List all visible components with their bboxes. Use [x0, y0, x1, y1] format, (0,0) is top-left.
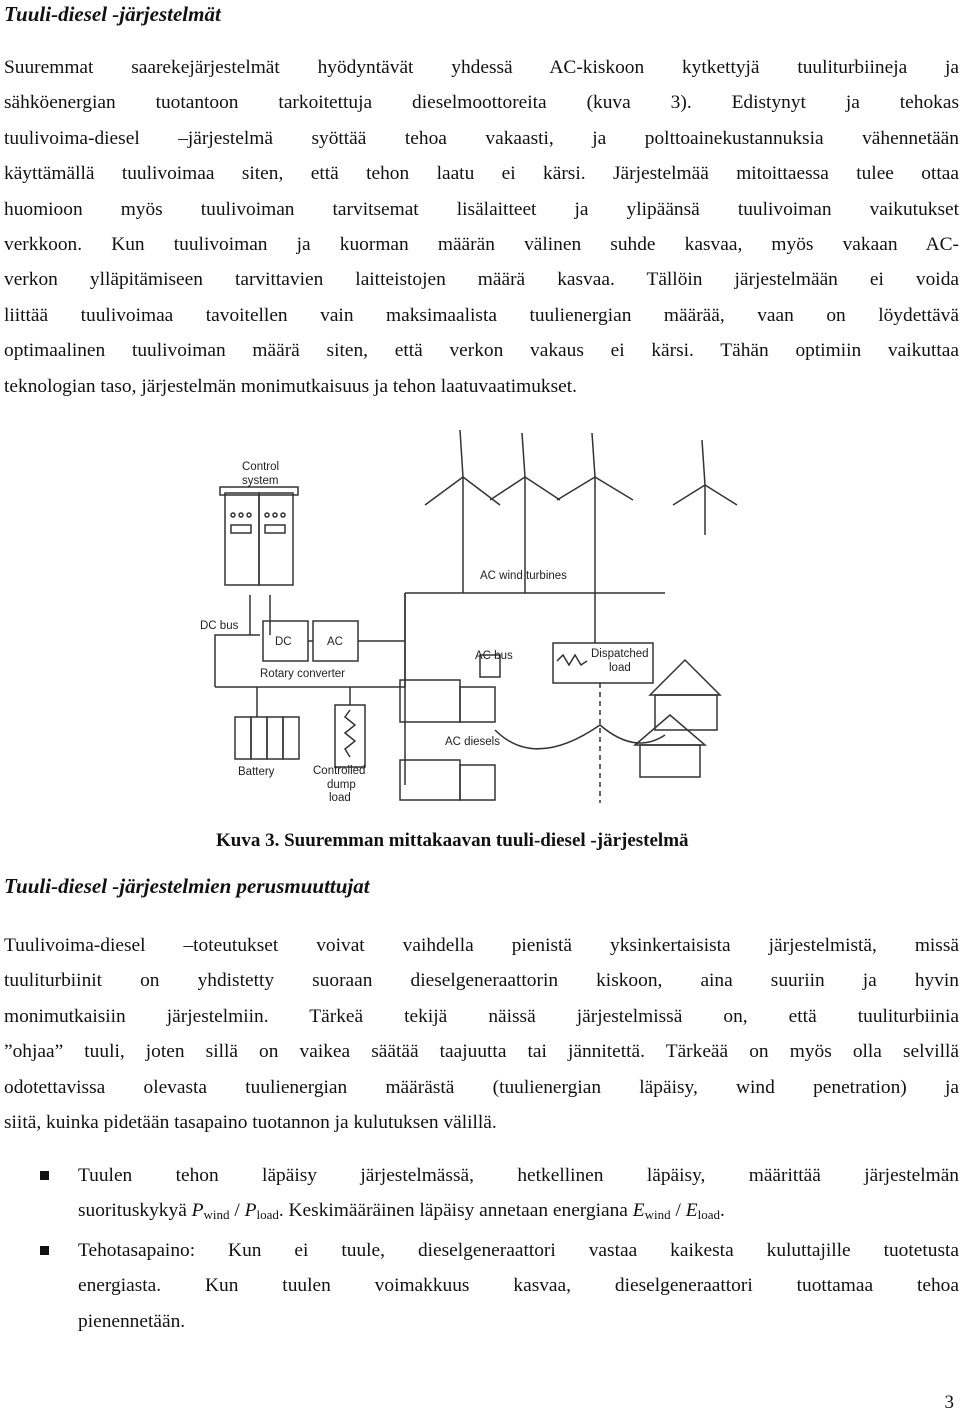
- paragraph-line: huomioon myös tuulivoiman tarvitsemat lisälaitteet ja ylipäänsä tuulivoiman vaikutukset: [4, 198, 959, 220]
- label-ac-bus: AC bus: [475, 650, 513, 662]
- bullet-line: Tuulen tehon läpäisy järjestelmässä, hetkellinen läpäisy, määrittää järjestelmän: [78, 1165, 959, 1186]
- paragraph-line: liittää tuulivoimaa tavoitellen vain maksimaalista tuulienergian määrää, vaan on löydettävä: [4, 304, 959, 326]
- label-dispatched: Dispatched: [591, 648, 649, 660]
- label-dc-bus: DC bus: [200, 620, 239, 632]
- control-cabinet-right: [259, 493, 293, 585]
- paragraph-line: Suuremmat saarekejärjestelmät hyödyntävät yhdessä AC-kiskoon kytkettyjä tuuliturbiineja ja: [4, 57, 959, 78]
- label-load: load: [609, 662, 631, 674]
- paragraph-basics: [4, 928, 959, 1140]
- label-battery: Battery: [238, 766, 275, 778]
- house-icon: [650, 660, 720, 695]
- page-number: 3: [944, 1392, 954, 1413]
- paragraph-intro: [4, 50, 959, 404]
- paragraph-line: verkon ylläpitämiseen tarvittavien laitteistojen määrä kasvaa. Tällöin järjestelmään ei voida: [4, 269, 959, 291]
- square-bullet-icon: [40, 1171, 49, 1180]
- square-bullet-icon: [40, 1246, 49, 1255]
- label-ac-diesels: AC diesels: [445, 736, 500, 748]
- label-dump-load: load: [329, 792, 351, 803]
- diesel-generator-1: [400, 680, 460, 722]
- bullet-item-power-balance: [4, 1233, 959, 1339]
- wind-diesel-system-figure: [195, 425, 760, 803]
- paragraph-line: käyttämällä tuulivoimaa siten, että tehon laatu ei kärsi. Järjestelmää mitoittaessa tulee ottaa: [4, 163, 959, 185]
- bullet-line: Tehotasapaino: Kun ei tuule, dieselgeneraattori vastaa kaikesta kuluttajille tuotetusta: [78, 1239, 959, 1261]
- bullet-list: [4, 1158, 959, 1339]
- label-control: Control: [242, 461, 280, 473]
- paragraph-line: sähköenergian tuotantoon tarkoitettuja dieselmoottoreita (kuva 3). Edistynyt ja tehokas: [4, 92, 959, 114]
- label-controlled: Controlled: [313, 765, 366, 777]
- battery-cell: [235, 717, 251, 759]
- label-system: system: [242, 475, 279, 487]
- diesel-generator-2: [400, 760, 460, 800]
- section-heading-perusmuuttujat: Tuuli-diesel -järjestelmien perusmuuttujat: [4, 874, 370, 898]
- paragraph-line: tuuliturbiinit on yhdistetty suoraan dieselgeneraattorin kiskoon, aina suuriin ja hyvin: [4, 970, 959, 992]
- bullet-line: suorituskykyä $P_{wind} / P_{load}$. Keskimääräinen läpäisy annetaan energiana $E_{wind} / E_{load}$.: [78, 1200, 725, 1223]
- figure-caption: Kuva 3. Suuremman mittakaavan tuuli-diesel -järjestelmä: [216, 830, 689, 851]
- wind-turbine-icons: [425, 430, 737, 535]
- paragraph-line: siitä, kuinka pidetään tasapaino tuotannon ja kulutuksen välillä.: [4, 1112, 497, 1134]
- label-ac-wind-turbines: AC wind turbines: [480, 570, 567, 582]
- dc-bus-line: [215, 635, 260, 687]
- paragraph-line: Tuulivoima-diesel –toteutukset voivat vaihdella pienistä yksinkertaisista järjestelmistä, missä: [4, 935, 959, 956]
- label-ac: AC: [327, 636, 343, 648]
- label-dump: dump: [327, 779, 356, 791]
- paragraph-line: tuulivoima-diesel –järjestelmä syöttää tehoa vakaasti, ja polttoainekustannuksia vähennetään: [4, 127, 959, 149]
- label-dc: DC: [275, 636, 292, 648]
- paragraph-line: teknologian taso, järjestelmän monimutkaisuus ja tehon laatuvaatimukset.: [4, 375, 577, 397]
- bullet-item-penetration: [4, 1158, 959, 1233]
- paragraph-line: verkkoon. Kun tuulivoiman ja kuorman määrän välinen suhde kasvaa, myös vakaan AC-: [4, 234, 959, 256]
- control-cabinet-left: [225, 493, 259, 585]
- label-rotary-converter: Rotary converter: [260, 668, 346, 680]
- paragraph-line: optimaalinen tuulivoiman määrä siten, että verkon vakaus ei kärsi. Tähän optimiin vaikuttaa: [4, 340, 959, 362]
- section-heading-tuuli-diesel: Tuuli-diesel -järjestelmät: [4, 2, 221, 26]
- paragraph-line: odotettavissa olevasta tuulienergian määrästä (tuulienergian läpäisy, wind penetration) ja: [4, 1076, 959, 1098]
- controlled-dump-load: [335, 705, 365, 767]
- bullet-line: energiasta. Kun tuulen voimakkuus kasvaa, dieselgeneraattori tuottamaa tehoa: [78, 1275, 959, 1297]
- paragraph-line: ”ohjaa” tuuli, joten sillä on vaikea säätää taajuutta tai jännitettä. Tärkeää on myös olla selvillä: [4, 1041, 959, 1063]
- paragraph-line: monimutkaisiin järjestelmiin. Tärkeä tekijä näissä järjestelmissä on, että tuuliturbiinia: [4, 1005, 959, 1027]
- bullet-line: pienennetään.: [78, 1310, 186, 1332]
